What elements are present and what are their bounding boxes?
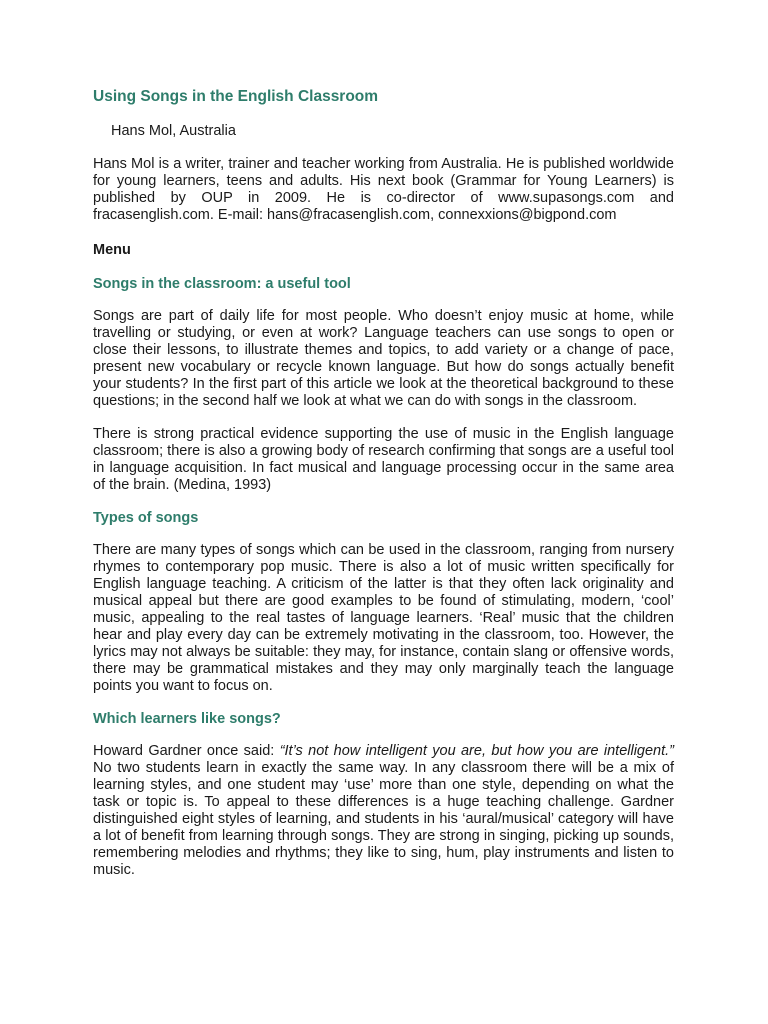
paragraph-lead: Howard Gardner once said: <box>93 743 280 759</box>
page-title: Using Songs in the English Classroom <box>93 88 379 105</box>
section-paragraph-gardner <box>93 743 674 879</box>
menu-label: Menu <box>93 242 131 258</box>
section-heading-useful-tool: Songs in the classroom: a useful tool <box>93 276 351 292</box>
paragraph-rest: No two students learn in exactly the same way. In any classroom there will be a mix of learning styles, and one student may ‘use’ more than one style, depending on what the task or topic is. To appeal to these differences is a huge teaching challenge. Gardner distinguished eight styles of learning, and students in his ‘aural/musical’ category will have a lot of benefit from learning through songs. They are strong in singing, picking up sounds, remembering melodies and rhythms; they like to sing, hum, play instruments and listen to music. <box>93 760 674 878</box>
gardner-quote: “It’s not how intelligent you are, but how you are intelligent.” <box>279 743 675 759</box>
section-paragraph: There are many types of songs which can be used in the classroom, ranging from nursery rhymes to contemporary pop music. There is also a lot of music written specifically for English language teaching. A criticism of the latter is that they often lack originality and musical appeal but there are good examples to be found of stimulating, modern, ‘cool’ music, appealing to the real tastes of language learners. ‘Real’ music that the children hear and play every day can be extremely motivating in the classroom, too. However, the lyrics may not always be suitable: they may, for instance, contain slang or offensive words, there may be grammatical mistakes and they may only marginally teach the language points you want to focus on. <box>93 542 674 694</box>
author-line: Hans Mol, Australia <box>111 123 236 139</box>
section-paragraph: Songs are part of daily life for most people. Who doesn’t enjoy music at home, while travelling or studying, or even at work? Language teachers can use songs to open or close their lessons, to illustrate themes and topics, to add variety or a change of pace, present new vocabulary or recycle known language. But how do songs actually benefit your students? In the first part of this article we look at the theoretical background to these questions; in the second half we look at what we can do with songs in the classroom. <box>93 308 674 409</box>
section-paragraph: There is strong practical evidence supporting the use of music in the English language classroom; there is also a growing body of research confirming that songs are a useful tool in language acquisition. In fact musical and language processing occur in the same area of the brain. (Medina, 1993) <box>93 426 674 493</box>
section-heading-which-learners: Which learners like songs? <box>93 711 281 727</box>
section-heading-types-of-songs: Types of songs <box>93 510 199 526</box>
author-bio: Hans Mol is a writer, trainer and teacher working from Australia. He is published worldwide for young learners, teens and adults. His next book (Grammar for Young Learners) is published by OUP in 2009. He is co-director of www.supasongs.com and fracasenglish.com. E-mail: hans@fracasenglish.com, connexxions@bigpond.com <box>93 156 674 223</box>
